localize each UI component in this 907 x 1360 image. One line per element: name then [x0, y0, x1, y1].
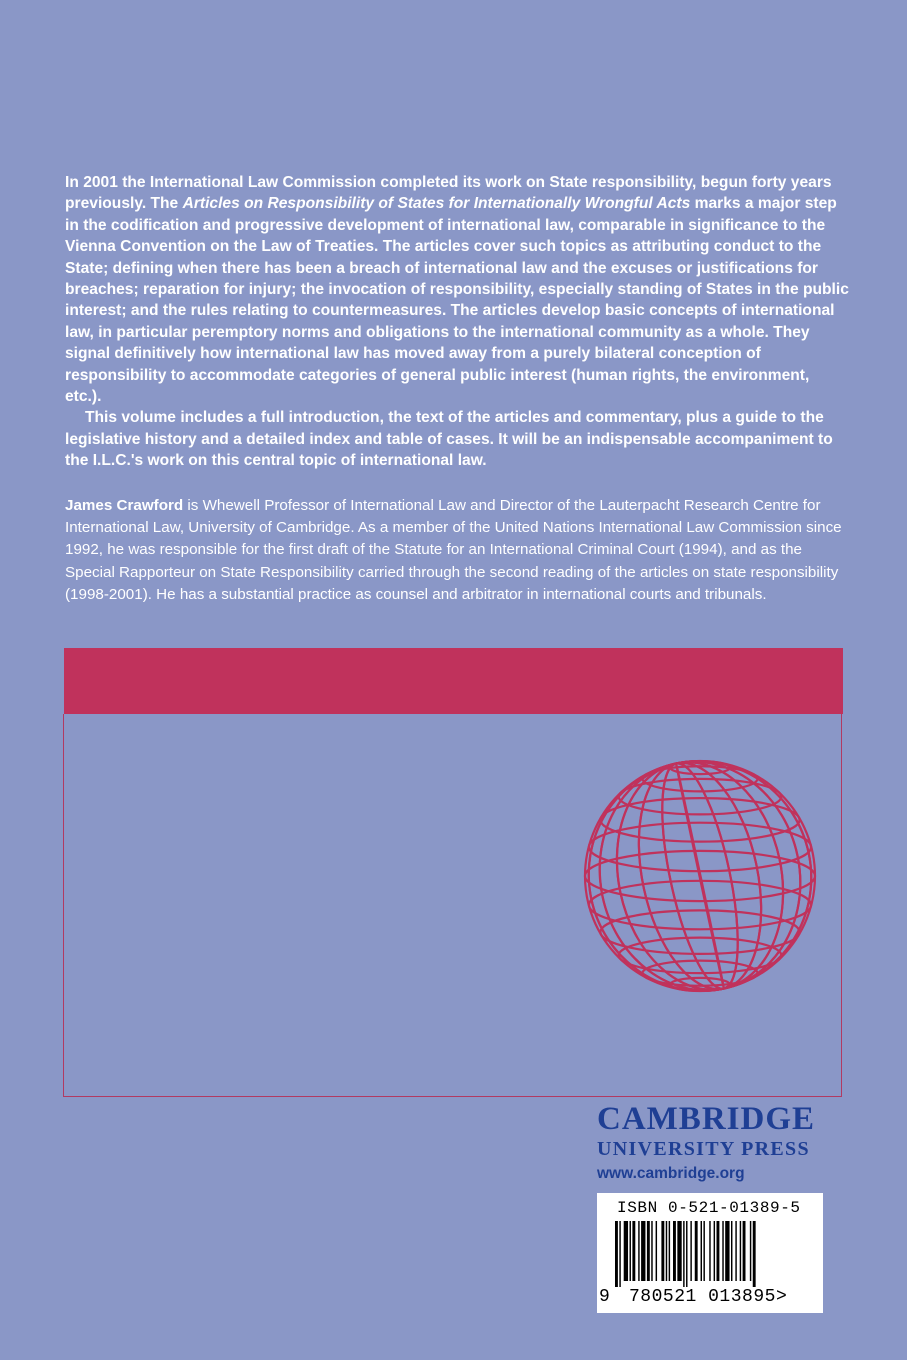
barcode-bar [740, 1221, 741, 1281]
barcode-bar [615, 1221, 618, 1287]
barcode-bar [624, 1221, 628, 1281]
ean-digits-text: 780521 013895 [629, 1287, 776, 1307]
barcode-bar [743, 1221, 746, 1281]
barcode-bar [703, 1221, 704, 1281]
author-name: James Crawford [65, 497, 184, 514]
description-text: In 2001 the International Law Commission completed its work on State responsibility, begun forty years previously. The [65, 174, 832, 213]
globe-latitude-line [600, 798, 799, 841]
barcode-panel [597, 1193, 823, 1313]
globe-wireframe-icon [582, 758, 818, 994]
barcode-bar [647, 1221, 650, 1281]
ean-digits [629, 1287, 787, 1307]
description-paragraph-2: This volume includes a full introduction, the text of the articles and commentary, plus a guide to the legislative history and a detailed index and table of cases. It will be an indispensable accompaniment to the I.L.C.'s work on this central topic of international law. [65, 409, 833, 470]
globe-latitude-line [600, 910, 799, 953]
author-bio-text: is Whewell Professor of International Law and Director of the Lauterpacht Research Centre for International Law, University of Cambridge. As a member of the United Nations International Law Commission since 1992, he was responsible for the first draft of the Statute for an International Criminal Court (1994), and as the Special Rapporteur on State Responsibility carried through the second reading of the articles on state responsibility (1998-2001). He has a substantial practice as counsel and arbitrator in international courts and tribunals. [65, 497, 842, 603]
barcode-bar [709, 1221, 710, 1281]
barcode-bar [750, 1221, 751, 1281]
publisher-logo [597, 1102, 837, 1184]
barcode-bar [686, 1221, 687, 1287]
description-paragraph-1 [65, 172, 850, 407]
ean-first-digit: 9 [599, 1287, 610, 1307]
barcode-bar [641, 1221, 645, 1281]
publisher-name: CAMBRIDGE [597, 1101, 816, 1137]
publisher-url: www.cambridge.org [597, 1165, 745, 1182]
barcode-bar [661, 1221, 664, 1281]
barcode-bar [673, 1221, 676, 1281]
ean-quiet-mark: > [775, 1287, 788, 1307]
red-band [64, 648, 843, 714]
globe-latitude-line [589, 881, 811, 929]
barcode-bar [701, 1221, 702, 1281]
barcode-bar [725, 1221, 729, 1281]
barcode-bar [669, 1221, 670, 1281]
barcode-bar [630, 1221, 631, 1281]
globe-latitude-line [589, 823, 811, 871]
barcode-bar [638, 1221, 639, 1281]
isbn-label: ISBN 0-521-01389-5 [617, 1199, 801, 1217]
barcode-bar [632, 1221, 635, 1281]
publisher-subtitle: UNIVERSITY PRESS [597, 1138, 810, 1160]
barcode-icon [615, 1221, 805, 1287]
author-bio [65, 495, 850, 606]
barcode-bar [683, 1221, 684, 1287]
barcode-bar [695, 1221, 698, 1281]
book-description [65, 172, 850, 472]
barcode-bar [714, 1221, 715, 1281]
barcode-bar [735, 1221, 736, 1281]
barcode-bar [731, 1221, 732, 1281]
barcode-bar [651, 1221, 652, 1281]
barcode-bar [656, 1221, 657, 1281]
barcode-bar [690, 1221, 691, 1281]
barcode-bar [717, 1221, 720, 1281]
barcode-bar [677, 1221, 681, 1281]
barcode-bar [722, 1221, 723, 1281]
barcode-bar [666, 1221, 667, 1281]
book-title: Articles on Responsibility of States for Internationally Wrongful Acts [182, 195, 691, 213]
barcode-bar [619, 1221, 620, 1287]
barcode-bar [753, 1221, 756, 1287]
description-text: marks a major step in the codification and progressive development of international law, comparable in significance to the Vienna Convention on the Law of Treaties. The articles cover such topics as attributing conduct to the State; defining when there has been a breach of international law and the excuses or justifications for breaches; reparation for injury; the invocation of responsibility, especially standing of States in the public interest; and the rules relating to countermeasures. The articles develop basic concepts of international law, in particular peremptory norms and obligations to the international community as a whole. They signal definitively how international law has moved away from a purely bilateral conception of responsibility to accommodate categories of general public interest (human rights, the environment, etc.). [65, 195, 849, 406]
